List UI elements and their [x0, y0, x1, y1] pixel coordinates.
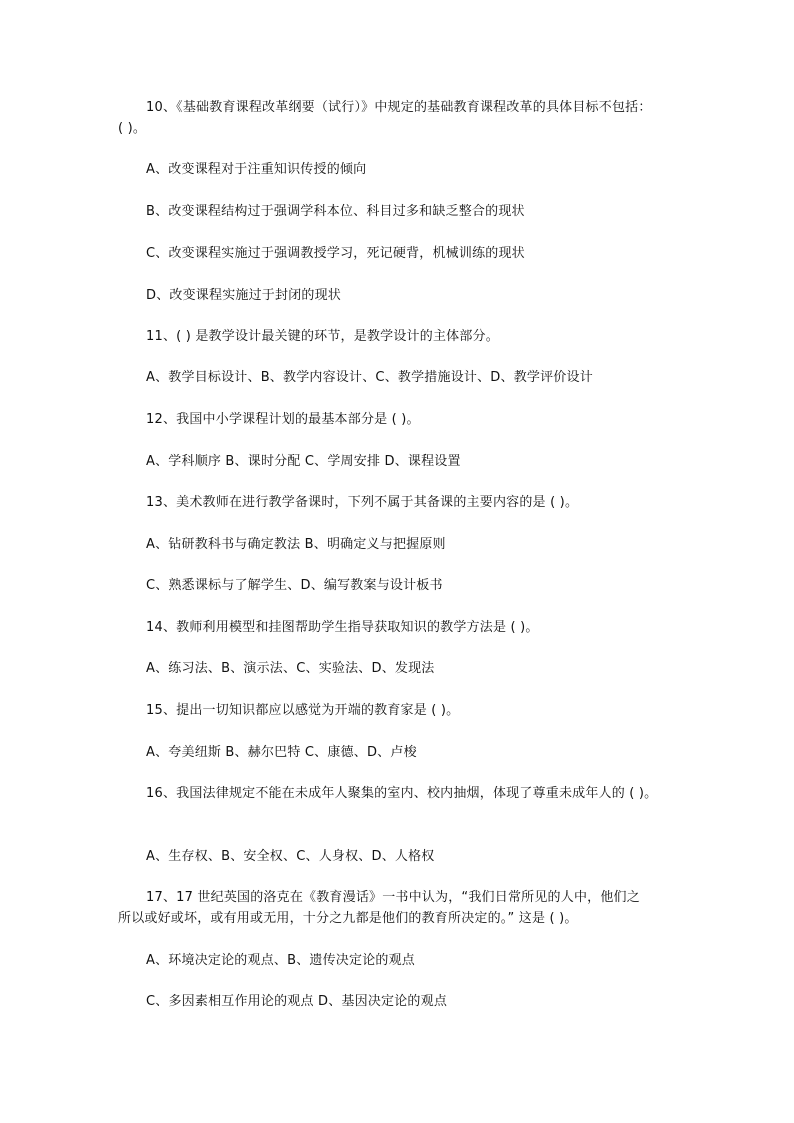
question-10-option-d: D、改变课程实施过于封闭的现状 — [146, 288, 342, 303]
question-10-option-b: B、改变课程结构过于强调学科本位、科目过多和缺乏整合的现状 — [146, 204, 525, 219]
question-17-stem-line-2: 所以或好或坏，或有用或无用，十分之九都是他们的教育所决定的。” 这是 ( )。 — [118, 911, 578, 926]
question-13-options-cd: C、熟悉课标与了解学生、D、编写教案与设计板书 — [146, 578, 443, 593]
question-16-stem: 16、我国法律规定不能在未成年人聚集的室内、校内抽烟，体现了尊重未成年人的 ( )。 — [146, 786, 658, 801]
question-14-stem: 14、教师利用模型和挂图帮助学生指导获取知识的教学方法是 ( )。 — [146, 620, 539, 635]
question-15-stem: 15、提出一切知识都应以感觉为开端的教育家是 ( )。 — [146, 703, 460, 718]
question-10-stem: 10、《基础教育课程改革纲要（试行）》中规定的基础教育课程改革的具体目标不包括： — [146, 100, 652, 115]
question-11-options: A、教学目标设计、B、教学内容设计、C、教学措施设计、D、教学评价设计 — [146, 370, 593, 385]
question-17-options-ab: A、环境决定论的观点、B、遗传决定论的观点 — [146, 953, 416, 968]
question-15-options: A、夸美纽斯 B、赫尔巴特 C、康德、D、卢梭 — [146, 745, 417, 760]
question-10-option-c: C、改变课程实施过于强调教授学习，死记硬背，机械训练的现状 — [146, 246, 525, 261]
question-12-options: A、学科顺序 B、课时分配 C、学周安排 D、课程设置 — [146, 454, 461, 469]
question-14-options: A、练习法、B、演示法、C、实验法、D、发现法 — [146, 661, 435, 676]
question-17-stem-line-1: 17、17 世纪英国的洛克在《教育漫话》一书中认为，“我们日常所见的人中，他们之 — [146, 890, 640, 905]
question-16-options: A、生存权、B、安全权、C、人身权、D、人格权 — [146, 849, 435, 864]
question-17-options-cd: C、多因素相互作用论的观点 D、基因决定论的观点 — [146, 994, 448, 1009]
question-11-stem: 11、( ) 是教学设计最关键的环节，是教学设计的主体部分。 — [146, 329, 499, 344]
question-12-stem: 12、我国中小学课程计划的最基本部分是 ( )。 — [146, 412, 420, 427]
question-10-option-a: A、改变课程对于注重知识传授的倾向 — [146, 162, 367, 177]
question-10-blank: ( )。 — [118, 121, 147, 136]
question-13-options-ab: A、钻研教科书与确定教法 B、明确定义与把握原则 — [146, 537, 446, 552]
question-13-stem: 13、美术教师在进行教学备课时，下列不属于其备课的主要内容的是 ( )。 — [146, 495, 579, 510]
